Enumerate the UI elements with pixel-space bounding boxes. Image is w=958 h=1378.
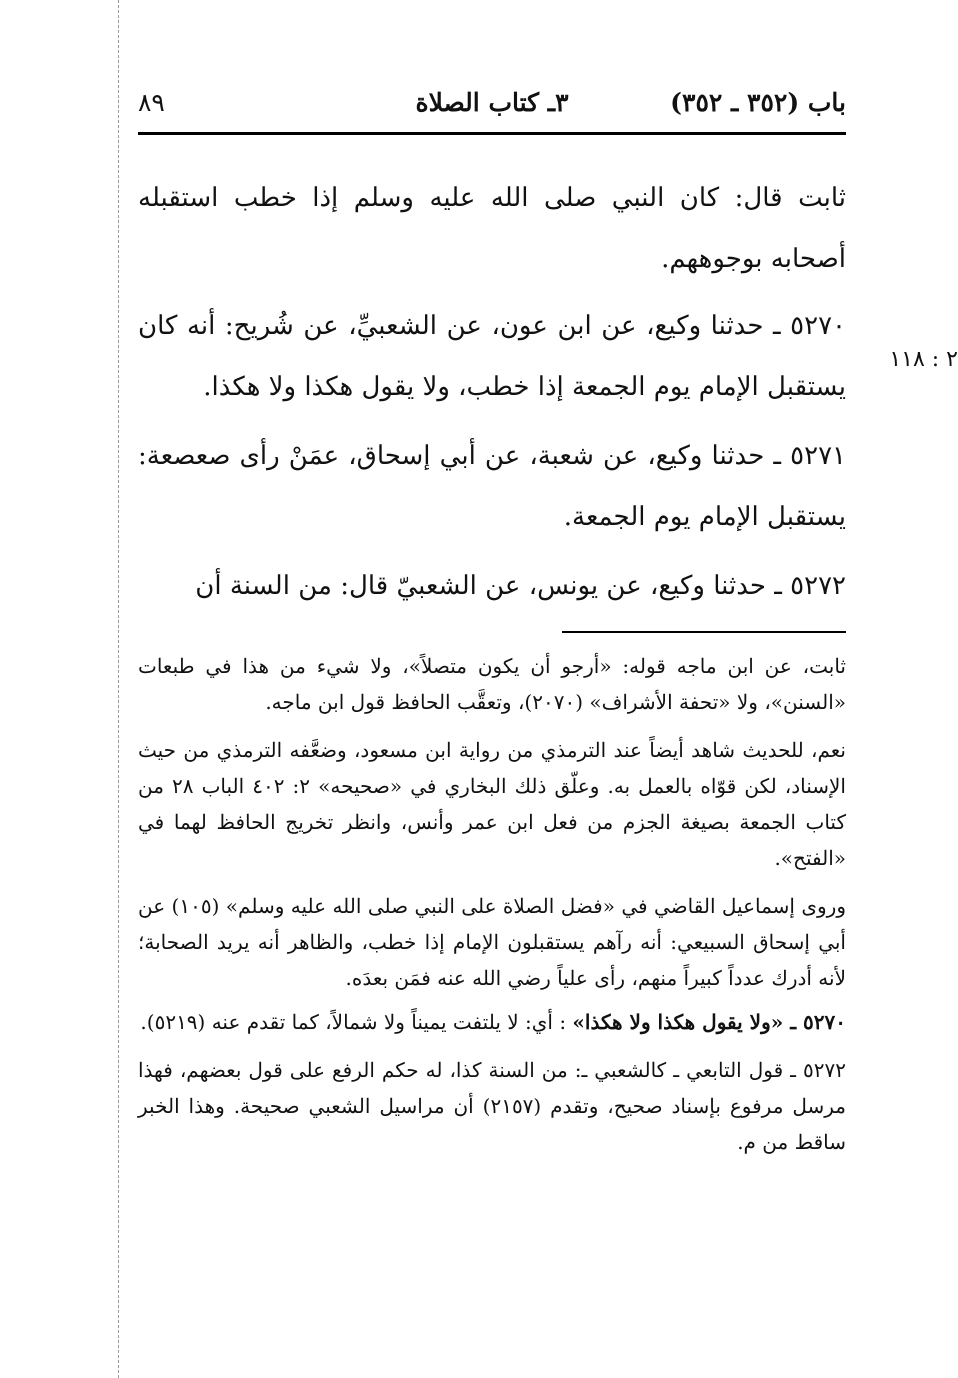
hadith-5271: ٥٢٧١ ـ حدثنا وكيع، عن شعبة، عن أبي إسحاق، عمَنْ رأى صعصعة: يستقبل الإمام يوم الجمعة. xyxy=(138,441,846,532)
hadith-continuation: ثابت قال: كان النبي صلى الله عليه وسلم إذا خطب استقبله أصحابه بوجوههم. xyxy=(138,183,846,274)
book-title: ٣ـ كتاب الصلاة xyxy=(415,88,569,117)
page-margin-line xyxy=(118,0,119,1378)
margin-reference: ٢ : ١١٨ xyxy=(889,347,958,372)
footnote-paragraph: نعم، للحديث شاهد أيضاً عند الترمذي من رواية ابن مسعود، وضعَّفه الترمذي من حيث الإسناد، لكن قوّاه بالعمل به. وعلّق ذلك البخاري في «صحيحه» ٢: ٤٠٢ الباب ٢٨ من كتاب الجمعة بصيغة الجزم من فعل ابن عمر وأنس، وانظر تخريج الحافظ لهما في «الفتح». xyxy=(138,738,846,870)
footnote-5272: ٥٢٧٢ ـ قول التابعي ـ كالشعبي ـ: من السنة كذا، له حكم الرفع على قول بعضهم، فهذا مرسل مرفوع بإسناد صحيح، وتقدم (٢١٥٧) أن مراسيل الشعبي صحيحة. وهذا الخبر ساقط من م. xyxy=(138,1058,846,1154)
footnote-5270 xyxy=(138,1004,846,1040)
hadith-5270: ٥٢٧٠ ـ حدثنا وكيع، عن ابن عون، عن الشعبيِّ، عن شُريح: أنه كان يستقبل الإمام يوم الجمعة إذا خطب، ولا يقول هكذا ولا هكذا. xyxy=(138,311,846,402)
main-text xyxy=(138,168,846,617)
hadith-5272: ٥٢٧٢ ـ حدثنا وكيع، عن يونس، عن الشعبيّ قال: من السنة أن xyxy=(195,571,846,601)
chapter-title: باب (٣٥٢ ـ ٣٥٢) xyxy=(670,88,846,117)
header-divider xyxy=(138,132,846,135)
footnote-divider xyxy=(562,631,846,633)
page-number: ٨٩ xyxy=(138,88,165,117)
footnote-paragraph: ثابت، عن ابن ماجه قوله: «أرجو أن يكون متصلاً»، ولا شيء من هذا في طبعات «السنن»، ولا «تحفة الأشراف» (٢٠٧٠)، وتعقَّب الحافظ قول ابن ماجه. xyxy=(138,654,846,714)
footnote-paragraph: وروى إسماعيل القاضي في «فضل الصلاة على النبي صلى الله عليه وسلم» (١٠٥) عن أبي إسحاق السبيعي: أنه رآهم يستقبلون الإمام إذا خطب، والظاهر أنه يريد الصحابة؛ لأنه أدرك عدداً كبيراً منهم، رأى علياً رضي الله عنه فمَن بعدَه. xyxy=(138,894,846,990)
footnote-5270-heading: ٥٢٧٠ ـ «ولا يقول هكذا ولا هكذا» xyxy=(572,1010,846,1034)
footnote-5270-text: : أي: لا يلتفت يميناً ولا شمالاً، كما تقدم عنه (٥٢١٩). xyxy=(140,1010,573,1034)
footnotes xyxy=(138,648,846,1160)
page-header xyxy=(138,88,846,132)
